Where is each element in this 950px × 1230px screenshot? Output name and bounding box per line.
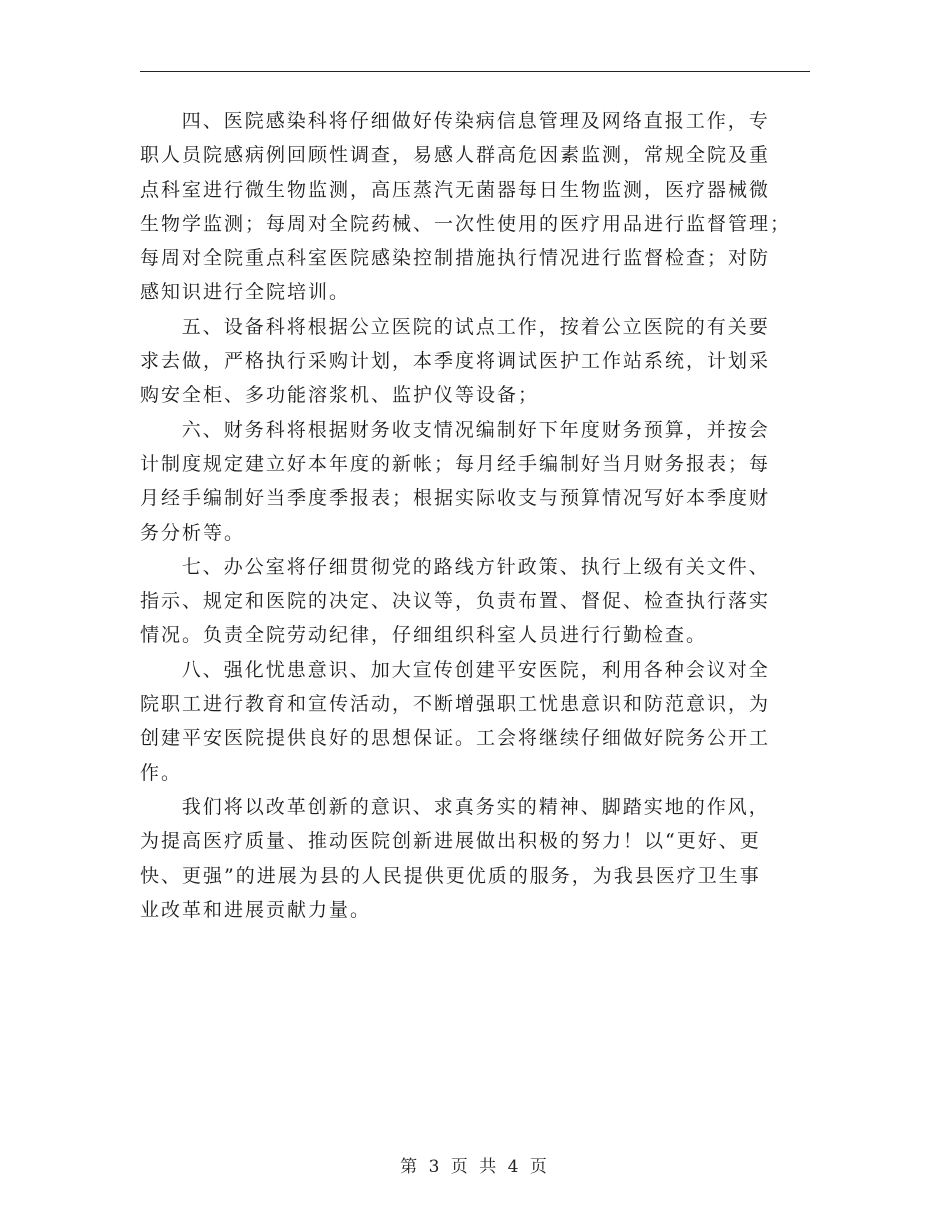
- paragraph-line: 情况。负责全院劳动纪律，仔细组织科室人员进行行勤检查。: [140, 624, 708, 647]
- document-body: [140, 104, 810, 927]
- paragraph-line: 八、强化忧患意识、加大宣传创建平安医院，利用各种会议对全: [181, 658, 770, 681]
- page-number: 第 3 页 共 4 页: [400, 1157, 550, 1177]
- paragraph-line: 创建平安医院提供良好的思想保证。工会将继续仔细做好院务公开工: [140, 727, 771, 750]
- paragraph-line: 计制度规定建立好本年度的新帐；每月经手编制好当月财务报表；每: [140, 452, 771, 475]
- paragraph-line: 务分析等。: [140, 521, 246, 544]
- paragraph-line: 求去做，严格执行采购计划，本季度将调试医护工作站系统，计划采: [140, 350, 771, 373]
- paragraph-line: 点科室进行微生物监测，高压蒸汽无菌器每日生物监测，医疗器械微: [140, 178, 771, 201]
- paragraph-office: [140, 550, 810, 653]
- paragraph-line: 月经手编制好当季度季报表；根据实际收支与预算情况写好本季度财: [140, 487, 771, 510]
- paragraph-line: 职人员院感病例回顾性调查，易感人群高危因素监测，常规全院及重: [140, 144, 771, 167]
- paragraph-line: 四、医院感染科将仔细做好传染病信息管理及网络直报工作，专: [181, 110, 770, 132]
- paragraph-line: 七、办公室将仔细贯彻党的路线方针政策、执行上级有关文件、: [181, 555, 770, 578]
- paragraph-infection-control: [140, 104, 810, 310]
- paragraph-line: 生物学监测；每周对全院药械、一次性使用的医疗用品进行监督管理；: [140, 212, 792, 235]
- paragraph-finance: [140, 413, 810, 550]
- paragraph-line: 指示、规定和医院的决定、决议等，负责布置、督促、检查执行落实: [140, 590, 771, 613]
- paragraph-conclusion: [140, 790, 810, 927]
- paragraph-awareness: [140, 653, 810, 790]
- paragraph-equipment: [140, 310, 810, 413]
- paragraph-line: 每周对全院重点科室医院感染控制措施执行情况进行监督检查；对防: [140, 247, 771, 270]
- paragraph-line: 院职工进行教育和宣传活动，不断增强职工忧患意识和防范意识，为: [140, 693, 771, 716]
- paragraph-line: 快、更强”的进展为县的人民提供更优质的服务，为我县医疗卫生事: [140, 864, 761, 887]
- paragraph-line: 业改革和进展贡献力量。: [140, 898, 372, 921]
- paragraph-line: 五、设备科将根据公立医院的试点工作，按着公立医院的有关要: [181, 315, 770, 338]
- paragraph-line: 我们将以改革创新的意识、求真务实的精神、脚踏实地的作风，: [181, 795, 770, 818]
- header-rule: [140, 71, 810, 72]
- paragraph-line: 作。: [140, 761, 183, 784]
- paragraph-line: 购安全柜、多功能溶浆机、监护仪等设备；: [140, 384, 540, 407]
- paragraph-line: 感知识进行全院培训。: [140, 281, 351, 304]
- paragraph-line: 为提高医疗质量、推动医院创新进展做出积极的努力！以“更好、更: [140, 830, 761, 853]
- paragraph-line: 六、财务科将根据财务收支情况编制好下年度财务预算，并按会: [181, 418, 770, 441]
